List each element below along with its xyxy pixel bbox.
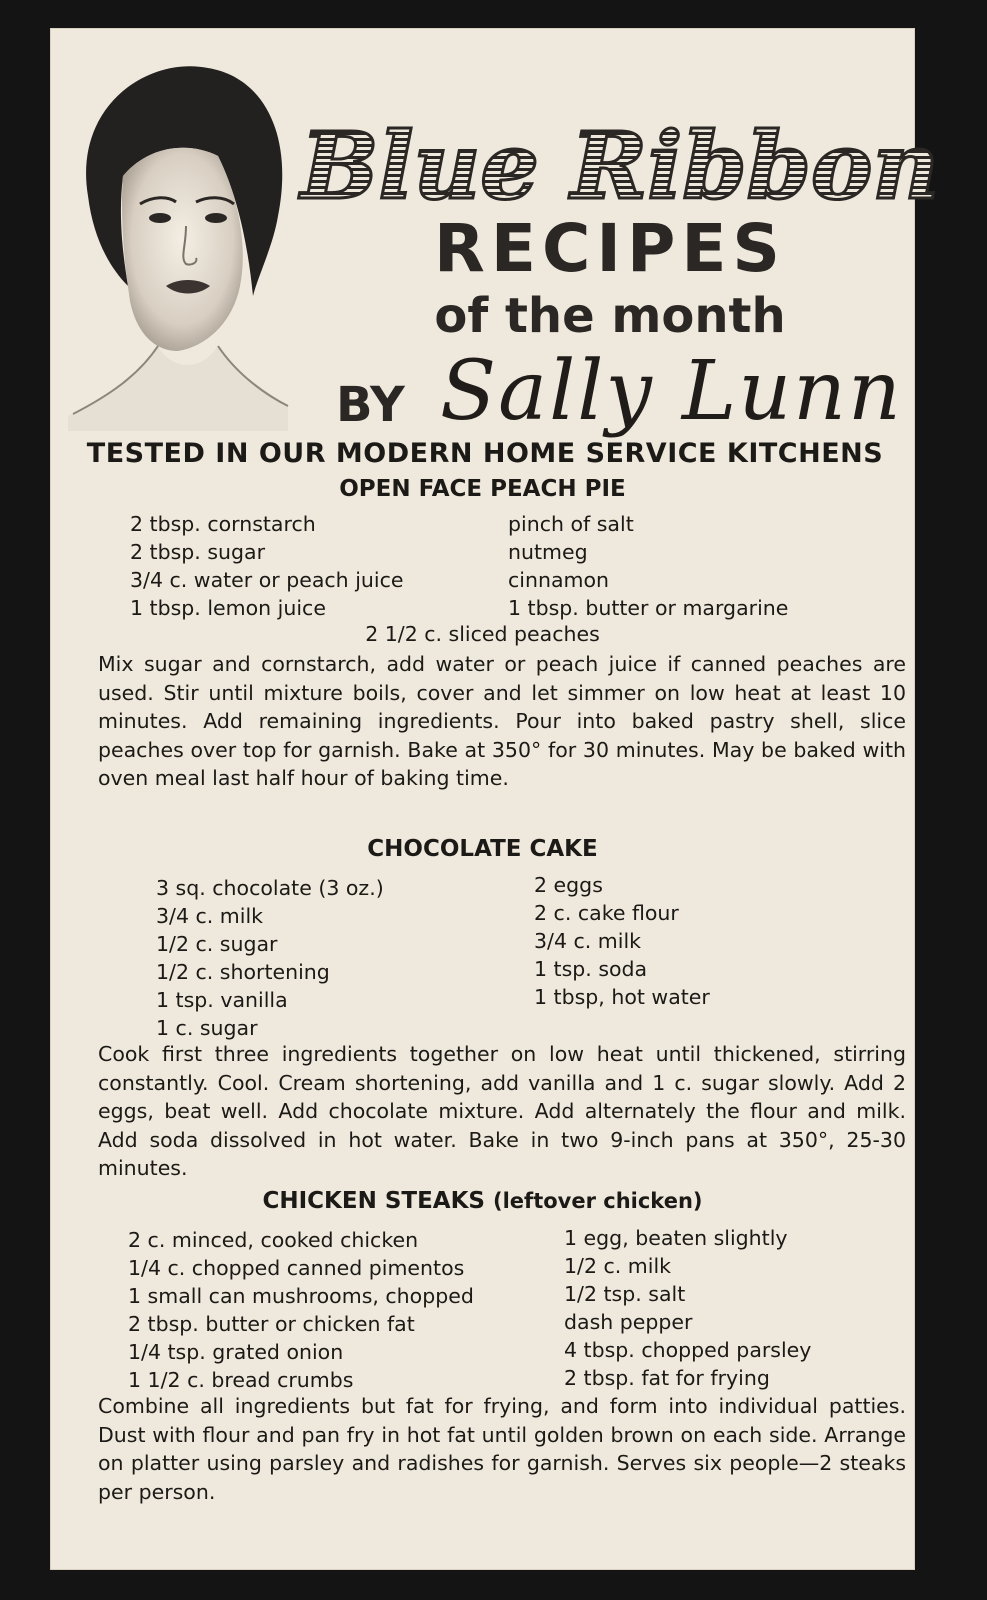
recipe-card bbox=[50, 28, 940, 1570]
chocolate-cake-title: CHOCOLATE CAKE bbox=[367, 836, 598, 862]
ingredient-item: 4 tbsp. chopped parsley bbox=[564, 1338, 812, 1362]
portrait-image bbox=[68, 46, 288, 431]
peach-pie-title: OPEN FACE PEACH PIE bbox=[339, 476, 626, 502]
ingredient-item: 1 c. sugar bbox=[156, 1016, 258, 1040]
ingredient-item: dash pepper bbox=[564, 1310, 693, 1334]
chicken-steaks-directions: Combine all ingredients but fat for frying, and form into individual patties. Dust with flour and pan fry in hot fat until golden brown on each side. Arrange on platter using parsley and radishes for garnish. Serves six people—2 steaks per person. bbox=[98, 1394, 906, 1504]
ingredient-item: 1 small can mushrooms, chopped bbox=[128, 1284, 474, 1308]
ingredient-item: 3 sq. chocolate (3 oz.) bbox=[156, 876, 384, 900]
by-label: BY bbox=[336, 377, 405, 433]
ingredient-item: 1 tbsp, hot water bbox=[534, 985, 710, 1009]
peach-pie-ingredients-right bbox=[508, 510, 788, 622]
ingredient-item: 1/4 c. chopped canned pimentos bbox=[128, 1256, 465, 1280]
ingredient-item: 2 c. cake flour bbox=[534, 901, 679, 925]
ingredient-item: 1 tbsp. butter or margarine bbox=[508, 596, 789, 620]
ingredient-item: 1 tsp. vanilla bbox=[156, 988, 288, 1012]
ingredient-item: 1 tsp. soda bbox=[534, 957, 648, 981]
ingredient-item: 2 tbsp. sugar bbox=[130, 540, 266, 564]
ingredient-item: 1/2 c. sugar bbox=[156, 932, 278, 956]
ingredient-item: 3/4 c. water or peach juice bbox=[130, 568, 404, 592]
ingredient-item: 2 tbsp. cornstarch bbox=[130, 512, 316, 536]
ingredient-item: 1 1/2 c. bread crumbs bbox=[128, 1368, 354, 1392]
ingredient-item: 1/2 c. shortening bbox=[156, 960, 330, 984]
chicken-steaks-heading bbox=[50, 1188, 915, 1214]
ingredient-item: 1 egg, beaten slightly bbox=[564, 1226, 788, 1250]
ingredient-item: 3/4 c. milk bbox=[156, 904, 264, 928]
chocolate-cake-ingredients-left bbox=[156, 874, 384, 1042]
ingredient-item: 2 tbsp. butter or chicken fat bbox=[128, 1312, 415, 1336]
ingredient-item: 2 eggs bbox=[534, 873, 603, 897]
brand-text: Blue Ribbon bbox=[300, 112, 940, 220]
of-the-month-heading: of the month bbox=[434, 288, 786, 344]
chicken-steaks-title: CHICKEN STEAKS bbox=[262, 1188, 485, 1214]
chicken-steaks-ingredients-right bbox=[564, 1224, 811, 1392]
peach-pie-ingredients-left bbox=[130, 510, 403, 622]
ingredient-item: 1/2 c. milk bbox=[564, 1254, 672, 1278]
ingredient-item: 1/2 tsp. salt bbox=[564, 1282, 686, 1306]
peach-pie-center-ingredient: 2 1/2 c. sliced peaches bbox=[365, 622, 600, 646]
ingredient-item: nutmeg bbox=[508, 540, 588, 564]
signature: Sally Lunn bbox=[440, 344, 903, 439]
recipes-heading: RECIPES bbox=[434, 210, 786, 287]
ingredient-item: 1/4 tsp. grated onion bbox=[128, 1340, 344, 1364]
ingredient-item: cinnamon bbox=[508, 568, 610, 592]
ingredient-item: 3/4 c. milk bbox=[534, 929, 642, 953]
ingredient-item: 1 tbsp. lemon juice bbox=[130, 596, 326, 620]
chicken-steaks-subtitle: (leftover chicken) bbox=[493, 1189, 703, 1213]
chicken-steaks-ingredients-left bbox=[128, 1226, 474, 1394]
ingredient-item: 2 tbsp. fat for frying bbox=[564, 1366, 770, 1390]
peach-pie-directions: Mix sugar and cornstarch, add water or peach juice if canned peaches are used. Stir until mixture boils, cover and let simmer on low heat at least 10 minutes. Add remaining ingredients. Pour into baked pastry shell, slice peaches over top for garnish. Bake at 350° for 30 minutes. May be baked with oven meal last half hour of baking time. bbox=[98, 652, 906, 790]
chocolate-cake-ingredients-right bbox=[534, 871, 710, 1011]
ingredient-item: pinch of salt bbox=[508, 512, 634, 536]
tested-banner: TESTED IN OUR MODERN HOME SERVICE KITCHENS bbox=[86, 438, 884, 469]
ingredient-item: 2 c. minced, cooked chicken bbox=[128, 1228, 419, 1252]
chocolate-cake-directions: Cook first three ingredients together on low heat until thickened, stirring constantly. Cool. Cream shortening, add vanilla and 1 c. sugar slowly. Add 2 eggs, beat well. Add chocolate mixture. Add alternately the flour and milk. Add soda dissolved in hot water. Bake in two 9-inch pans at 350°, 25-30 minutes. bbox=[98, 1042, 906, 1180]
